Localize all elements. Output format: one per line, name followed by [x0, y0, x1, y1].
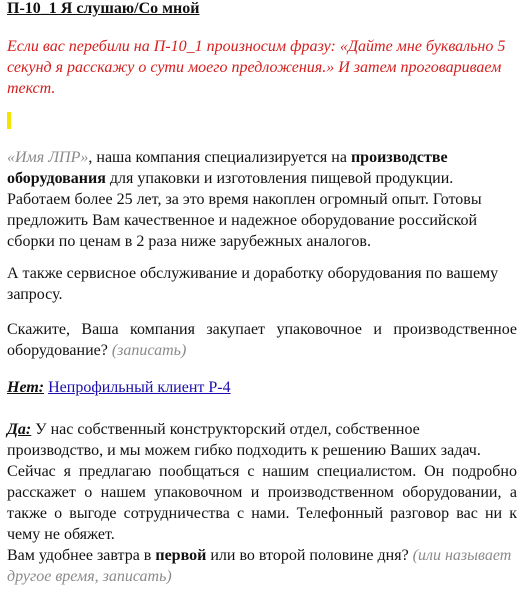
decision-maker-name-placeholder: «Имя ЛПР» [7, 149, 89, 166]
time-question-start: Вам удобнее завтра в [7, 547, 156, 564]
question-text: Скажите, Ваша компания закупает упаковочное и производственное оборудование? [7, 321, 517, 359]
time-question-bold: первой [155, 547, 207, 564]
specialist-offer-text: Сейчас я предлагаю пообщаться с нашим специалистом. Он подробно расскажет о нашем упаковочном и производственном оборудовании, а также о выгоде сотрудничества с нами. Телефонный разговор вас ни к чему не обяжет. [7, 463, 517, 543]
pitch-bold-text: производстве оборудования [7, 149, 448, 187]
time-record-note: (или называет другое время, записать) [7, 547, 512, 585]
page-title: П-10_1 Я слушаю/Со мной [7, 0, 200, 17]
service-paragraph: А также сервисное обслуживание и доработку оборудования по вашему запросу. [7, 265, 499, 303]
pitch-text-rest: для упаковки и изготовления пищевой продукции. Работаем более 25 лет, за это время накоплен огромный опыт. Готовы предложить Вам качественное и надежное оборудование российской сборки по ценам в 2 раза ниже зарубежных аналогов. [7, 170, 482, 250]
company-pitch-paragraph [7, 147, 517, 252]
no-label: Нет: [7, 379, 45, 396]
non-core-client-link[interactable]: Непрофильный клиент Р-4 [48, 379, 231, 396]
record-note: (записать) [111, 342, 187, 359]
interruption-instruction: Если вас перебили на П-10_1 произносим фразу: «Дайте мне буквально 5 секунд я расскажу о сути моего предложения.» И затем проговариваем текст. [7, 38, 506, 97]
yes-answer-line [7, 419, 517, 461]
yes-label: Да: [7, 421, 32, 438]
yes-answer-text: У нас собственный конструкторский отдел, собственное производство, и мы можем гибко подходить к решению Ваших задач. [7, 421, 481, 459]
highlight-marker [7, 112, 11, 129]
pitch-text-start: , наша компания специализируется на [88, 149, 351, 166]
time-question-end: или во второй половине дня? [206, 547, 413, 564]
question-paragraph [7, 319, 517, 361]
time-question-line [7, 545, 517, 587]
no-answer-line [7, 377, 517, 398]
yes-answer-block [7, 419, 517, 587]
